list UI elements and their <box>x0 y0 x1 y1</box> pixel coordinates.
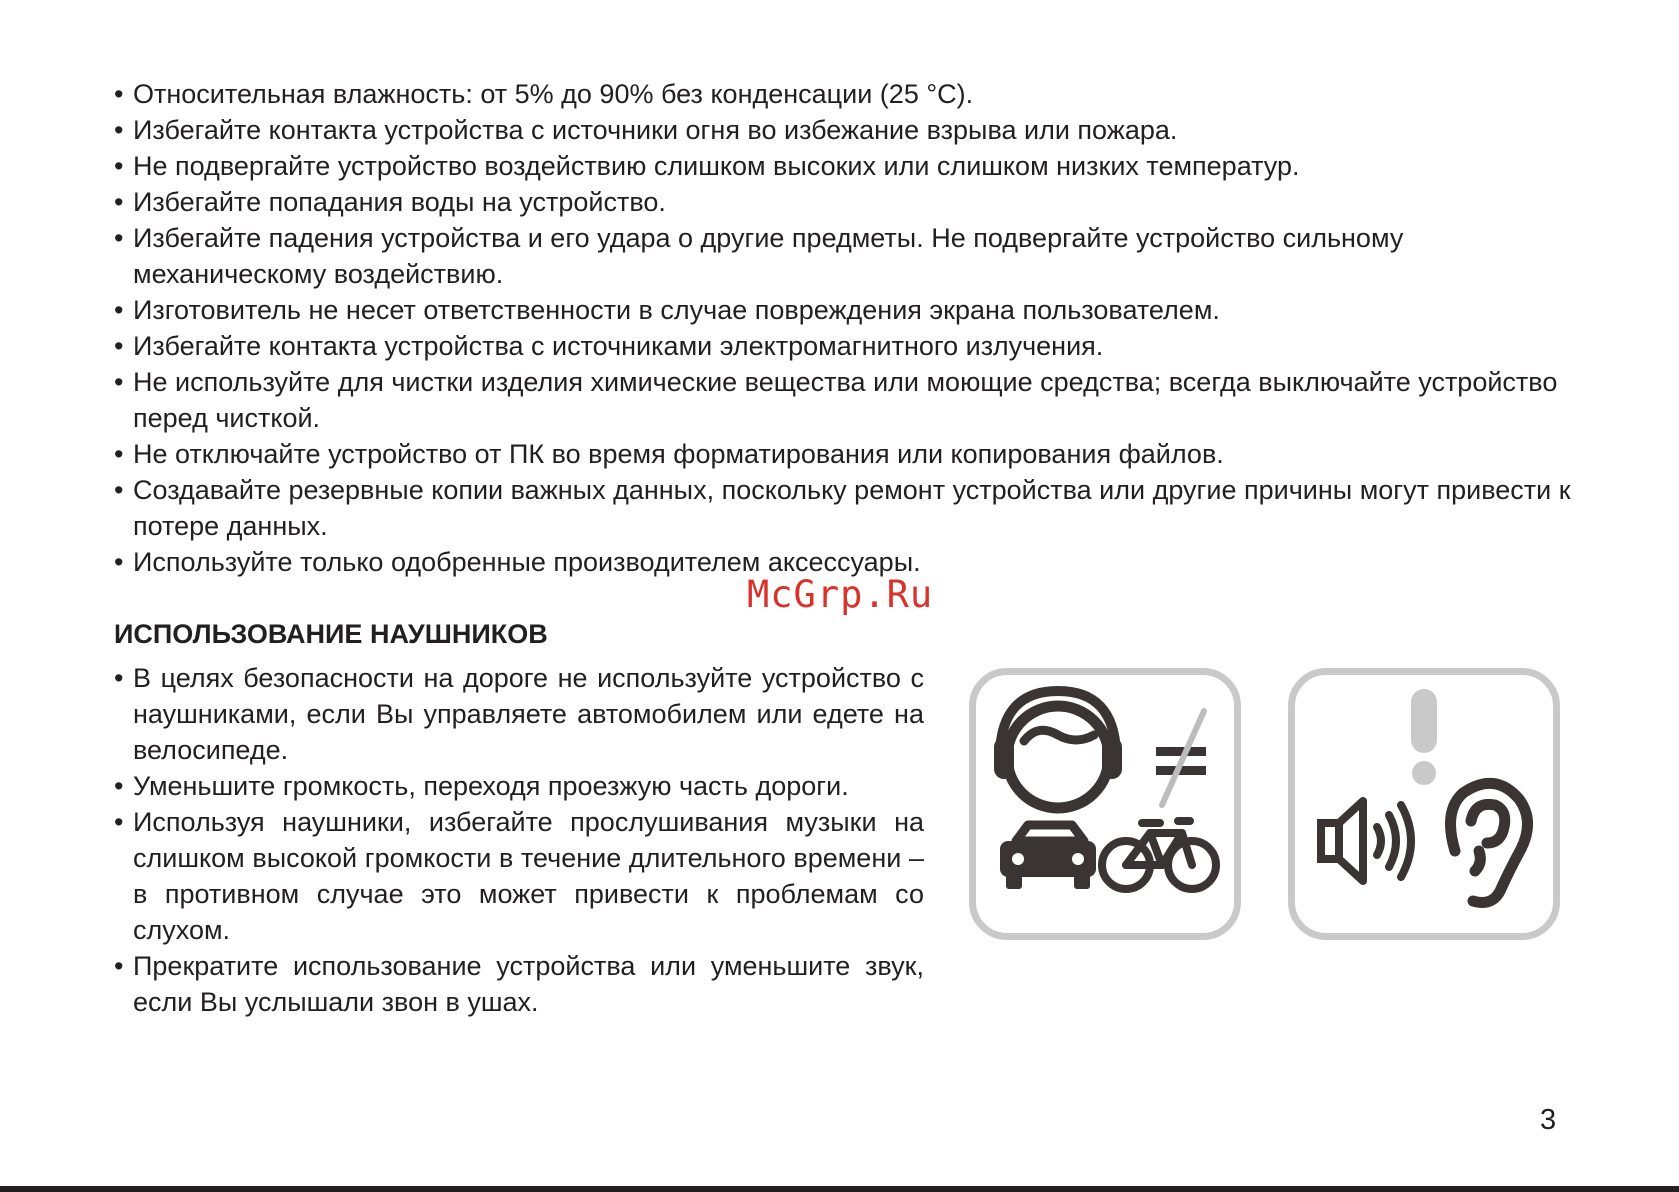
list-item: • Изготовитель не несет ответственности в случае повреждения экрана пользователем. <box>114 292 1574 328</box>
no-headphones-driving-pictogram <box>969 668 1241 940</box>
speaker-icon <box>1321 801 1411 881</box>
list-item: • Относительная влажность: от 5% до 90% без конденсации (25 °C). <box>114 76 1574 112</box>
slash-icon <box>1162 711 1204 805</box>
list-item: • Избегайте контакта устройства с источники огня во избежание взрыва или пожара. <box>114 112 1574 148</box>
watermark-link[interactable]: McGrp.Ru <box>747 573 934 616</box>
list-item: • Избегайте падения устройства и его удара о другие предметы. Не подвергайте устройство сильному механическому воздействию. <box>114 220 1574 292</box>
list-item: • Не используйте для чистки изделия химические вещества или моющие средства; всегда выключайте устройство перед чисткой. <box>114 364 1574 436</box>
list-item: • Используйте только одобренные производителем аксессуары. <box>114 544 1574 580</box>
car-icon <box>1000 825 1096 889</box>
bottom-rule <box>0 1186 1679 1192</box>
list-item: • Прекратите использование устройства или уменьшите звук, если Вы услышали звон в ушах. <box>114 948 924 1020</box>
hearing-warning-pictogram <box>1288 668 1560 940</box>
list-item: • Уменьшите громкость, переходя проезжую часть дороги. <box>114 768 924 804</box>
page-number: 3 <box>1540 1104 1557 1136</box>
head-icon <box>1007 706 1109 808</box>
earcup-right-icon <box>1102 737 1122 779</box>
safety-list <box>114 76 1574 580</box>
ear-icon <box>1451 783 1528 902</box>
list-item: • Не подвергайте устройство воздействию слишком высоких или слишком низких температур. <box>114 148 1574 184</box>
section-title: ИСПОЛЬЗОВАНИЕ НАУШНИКОВ <box>114 619 548 649</box>
loud-volume-warning-icon <box>1295 675 1553 933</box>
list-item: • В целях безопасности на дороге не используйте устройство с наушниками, если Вы управляете автомобилем или едете на велосипеде. <box>114 660 924 768</box>
bicycle-icon <box>1102 821 1216 889</box>
list-item: • Не отключайте устройство от ПК во время форматирования или копирования файлов. <box>114 436 1574 472</box>
earcup-left-icon <box>994 737 1014 779</box>
equal-bar-top-icon <box>1156 747 1206 756</box>
hair-icon <box>1024 730 1094 741</box>
list-item: • Используя наушники, избегайте прослушивания музыки на слишком высокой громкости в течение длительного времени – в противном случае это может привести к проблемам со слухом. <box>114 804 924 948</box>
list-item: • Создавайте резервные копии важных данных, поскольку ремонт устройства или другие причины могут привести к потере данных. <box>114 472 1574 544</box>
headphones-not-equal-vehicles-icon <box>976 675 1234 933</box>
exclamation-icon <box>1411 689 1437 785</box>
headphones-list <box>114 660 924 1020</box>
list-item: • Избегайте попадания воды на устройство. <box>114 184 1574 220</box>
list-item: • Избегайте контакта устройства с источниками электромагнитного излучения. <box>114 328 1574 364</box>
